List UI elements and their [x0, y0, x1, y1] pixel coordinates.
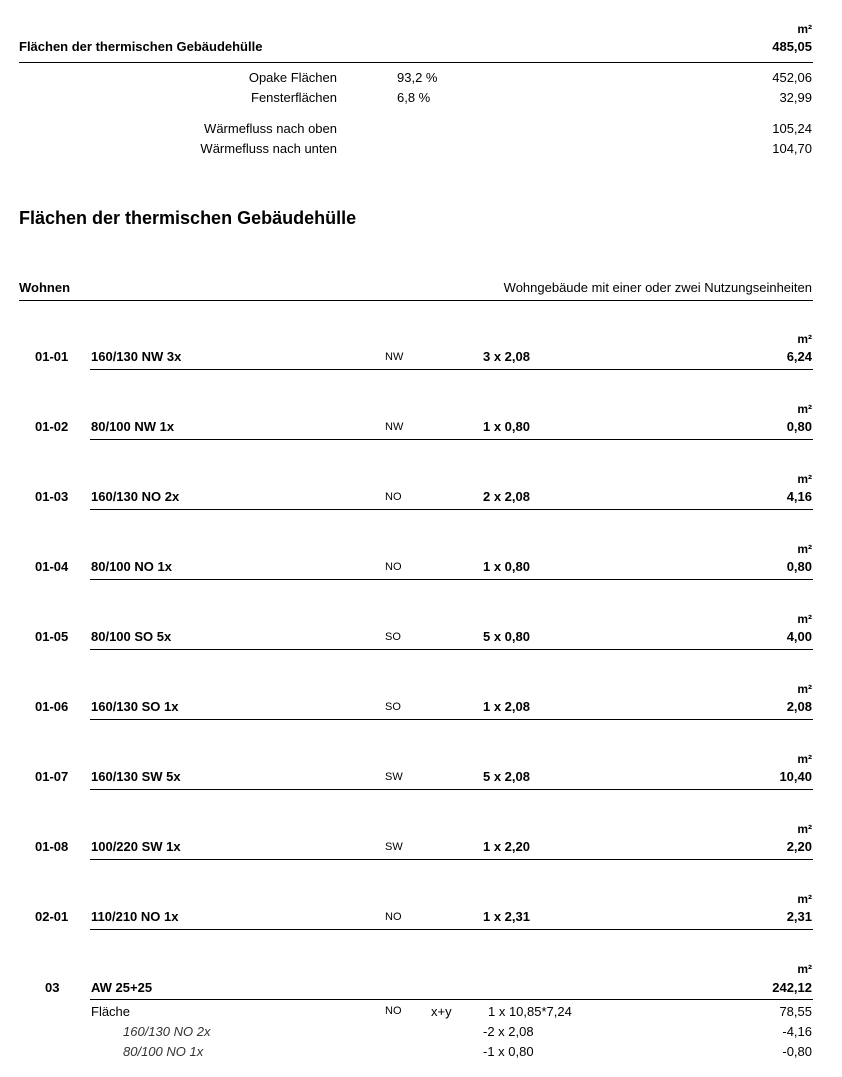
- entry-unit: m²: [797, 682, 812, 696]
- entry-calc: 1 x 2,20: [483, 839, 530, 854]
- entry-id: 01-02: [35, 419, 69, 434]
- wall-face-value: 78,55: [779, 1004, 812, 1019]
- summary-label-heat-down: Wärmefluss nach unten: [200, 141, 337, 156]
- wall-face-calc: 1 x 10,85*7,24: [488, 1004, 572, 1019]
- zone-type: Wohngebäude mit einer oder zwei Nutzungseinheiten: [503, 280, 812, 295]
- entry-orientation: NO: [385, 561, 402, 573]
- entry-unit: m²: [797, 752, 812, 766]
- entry-divider: [90, 579, 813, 580]
- wall-divider: [90, 999, 813, 1000]
- entry-calc: 5 x 0,80: [483, 629, 530, 644]
- entry-unit: m²: [797, 472, 812, 486]
- entry-divider: [90, 369, 813, 370]
- entry-name: 100/220 SW 1x: [91, 839, 181, 854]
- wall-face-orient: NO: [385, 1005, 402, 1017]
- summary-value-heat-up: 105,24: [772, 121, 812, 136]
- summary-title: Flächen der thermischen Gebäudehülle: [19, 39, 263, 54]
- entry-area: 2,20: [786, 839, 812, 854]
- entry-unit: m²: [797, 612, 812, 626]
- entry-area: 4,00: [786, 629, 812, 644]
- entry-divider: [90, 719, 813, 720]
- entry-orientation: NW: [385, 351, 404, 363]
- wall-deduction-value: -4,16: [782, 1024, 812, 1039]
- entry-unit: m²: [797, 542, 812, 556]
- entry-orientation: SO: [385, 701, 401, 713]
- zone-divider: [19, 300, 813, 301]
- entry-id: 02-01: [35, 909, 69, 924]
- wall-id: 03: [45, 980, 60, 995]
- entry-divider: [90, 929, 813, 930]
- zone-name: Wohnen: [19, 280, 71, 295]
- wall-deduction-value: -0,80: [782, 1044, 812, 1059]
- entry-divider: [90, 509, 813, 510]
- entry-area: 6,24: [786, 349, 812, 364]
- entry-calc: 1 x 0,80: [483, 559, 530, 574]
- entry-calc: 1 x 2,31: [483, 909, 530, 924]
- entry-orientation: SO: [385, 631, 401, 643]
- summary-unit: m²: [797, 22, 812, 36]
- wall-face-formula: x+y: [431, 1004, 452, 1019]
- entry-id: 01-04: [35, 559, 69, 574]
- entry-area: 2,31: [786, 909, 812, 924]
- entry-divider: [90, 859, 813, 860]
- entry-id: 01-07: [35, 769, 69, 784]
- entry-calc: 1 x 2,08: [483, 699, 530, 714]
- summary-label-heat-up: Wärmefluss nach oben: [204, 121, 337, 136]
- entry-unit: m²: [797, 892, 812, 906]
- entry-orientation: SW: [385, 841, 403, 853]
- entry-divider: [90, 649, 813, 650]
- wall-deduction-label: 160/130 NO 2x: [123, 1024, 211, 1039]
- entry-orientation: NW: [385, 421, 404, 433]
- entry-id: 01-01: [35, 349, 69, 364]
- entry-name: 80/100 NO 1x: [91, 559, 172, 574]
- entry-name: 160/130 SO 1x: [91, 699, 179, 714]
- entry-area: 10,40: [779, 769, 812, 784]
- entry-orientation: SW: [385, 771, 403, 783]
- entry-id: 01-03: [35, 489, 69, 504]
- entry-name: 160/130 NO 2x: [91, 489, 180, 504]
- wall-name: AW 25+25: [91, 980, 153, 995]
- entry-name: 80/100 NW 1x: [91, 419, 175, 434]
- summary-pct-opaque: 93,2 %: [397, 70, 438, 85]
- entry-id: 01-08: [35, 839, 69, 854]
- entry-divider: [90, 439, 813, 440]
- entry-calc: 2 x 2,08: [483, 489, 530, 504]
- entry-name: 80/100 SO 5x: [91, 629, 172, 644]
- entry-unit: m²: [797, 822, 812, 836]
- summary-divider: [19, 62, 813, 63]
- entry-id: 01-05: [35, 629, 69, 644]
- summary-total: 485,05: [772, 39, 812, 54]
- entry-calc: 1 x 0,80: [483, 419, 530, 434]
- summary-value-opaque: 452,06: [772, 70, 812, 85]
- entry-area: 0,80: [786, 559, 812, 574]
- summary-value-heat-down: 104,70: [772, 141, 812, 156]
- wall-deduction-calc: -2 x 2,08: [483, 1024, 534, 1039]
- entry-name: 160/130 SW 5x: [91, 769, 181, 784]
- wall-deduction-label: 80/100 NO 1x: [123, 1044, 204, 1059]
- entry-name: 160/130 NW 3x: [91, 349, 182, 364]
- entry-name: 110/210 NO 1x: [91, 909, 179, 924]
- entry-area: 2,08: [786, 699, 812, 714]
- summary-label-windows: Fensterflächen: [251, 90, 337, 105]
- entry-calc: 5 x 2,08: [483, 769, 530, 784]
- entry-unit: m²: [797, 402, 812, 416]
- entry-calc: 3 x 2,08: [483, 349, 530, 364]
- entry-unit: m²: [797, 332, 812, 346]
- entry-divider: [90, 789, 813, 790]
- summary-pct-windows: 6,8 %: [397, 90, 431, 105]
- wall-area: 242,12: [772, 980, 812, 995]
- summary-label-opaque: Opake Flächen: [248, 70, 337, 85]
- wall-face-label: Fläche: [91, 1004, 131, 1019]
- wall-unit: m²: [797, 962, 812, 976]
- wall-deduction-calc: -1 x 0,80: [483, 1044, 534, 1059]
- section-title: Flächen der thermischen Gebäudehülle: [19, 208, 357, 228]
- entry-area: 4,16: [786, 489, 812, 504]
- entry-orientation: NO: [385, 491, 402, 503]
- entry-orientation: NO: [385, 911, 402, 923]
- entry-area: 0,80: [786, 419, 812, 434]
- entry-id: 01-06: [35, 699, 69, 714]
- summary-value-windows: 32,99: [779, 90, 812, 105]
